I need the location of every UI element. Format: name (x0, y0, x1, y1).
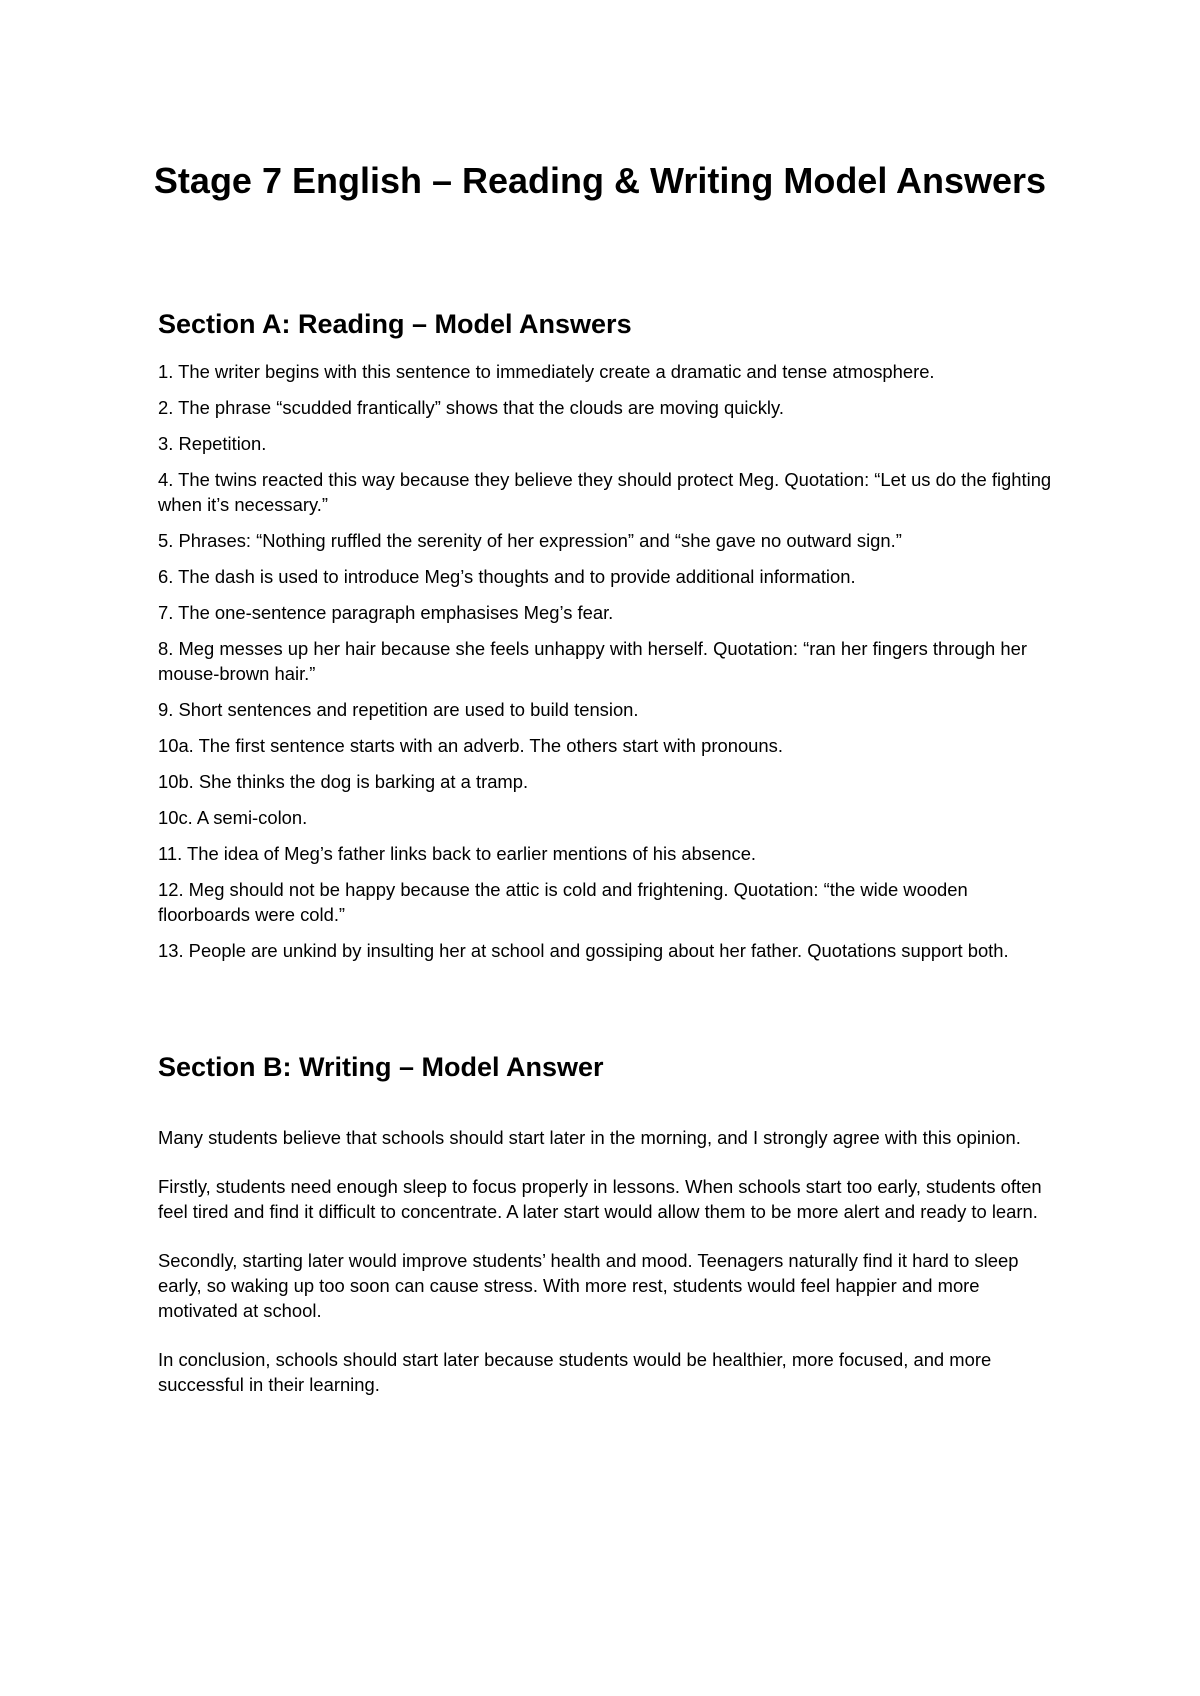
answer-10c: 10c. A semi-colon. (158, 807, 308, 828)
essay-paragraph-firstly: Firstly, students need enough sleep to focus properly in lessons. When schools start too early, students often feel tired and find it difficult to concentrate. A later start would allow them to be more alert and ready to learn. (158, 1176, 1042, 1222)
essay-paragraph-conclusion: In conclusion, schools should start later because students would be healthier, more focused, and more successful in their learning. (158, 1349, 992, 1395)
answer-3: 3. Repetition. (158, 433, 267, 454)
document-title: Stage 7 English – Reading & Writing Model Answers (153, 160, 1047, 201)
answer-10b: 10b. She thinks the dog is barking at a tramp. (158, 771, 529, 792)
answer-6: 6. The dash is used to introduce Meg’s thoughts and to provide additional information. (158, 566, 856, 587)
answer-5: 5. Phrases: “Nothing ruffled the serenity of her expression” and “she gave no outward sign.” (158, 530, 902, 551)
answer-10a: 10a. The first sentence starts with an adverb. The others start with pronouns. (158, 735, 783, 756)
answer-1: 1. The writer begins with this sentence to immediately create a dramatic and tense atmosphere. (158, 361, 935, 382)
answer-12: 12. Meg should not be happy because the attic is cold and frightening. Quotation: “the wide wooden floorboards were cold.” (158, 879, 968, 925)
answer-13: 13. People are unkind by insulting her at school and gossiping about her father. Quotations support both. (158, 940, 1009, 961)
section-b-heading: Section B: Writing – Model Answer (158, 1052, 604, 1082)
answer-7: 7. The one-sentence paragraph emphasises Meg’s fear. (158, 602, 614, 623)
answer-2: 2. The phrase “scudded frantically” shows that the clouds are moving quickly. (158, 397, 784, 418)
writing-model-answer (158, 1125, 1058, 1421)
answer-4: 4. The twins reacted this way because they believe they should protect Meg. Quotation: “Let us do the fighting when it’s necessary.” (158, 469, 1052, 515)
answer-11: 11. The idea of Meg’s father links back to earlier mentions of his absence. (158, 843, 757, 864)
essay-paragraph-secondly: Secondly, starting later would improve students’ health and mood. Teenagers naturally find it hard to sleep early, so waking up too soon can cause stress. With more rest, students would feel happier and more motivated at school. (158, 1250, 1019, 1321)
section-a-heading: Section A: Reading – Model Answers (158, 309, 632, 339)
answer-9: 9. Short sentences and repetition are used to build tension. (158, 699, 639, 720)
reading-answers-list (158, 359, 1058, 974)
essay-paragraph-introduction: Many students believe that schools should start later in the morning, and I strongly agree with this opinion. (158, 1127, 1021, 1148)
answer-8: 8. Meg messes up her hair because she feels unhappy with herself. Quotation: “ran her fingers through her mouse-brown hair.” (158, 638, 1027, 684)
